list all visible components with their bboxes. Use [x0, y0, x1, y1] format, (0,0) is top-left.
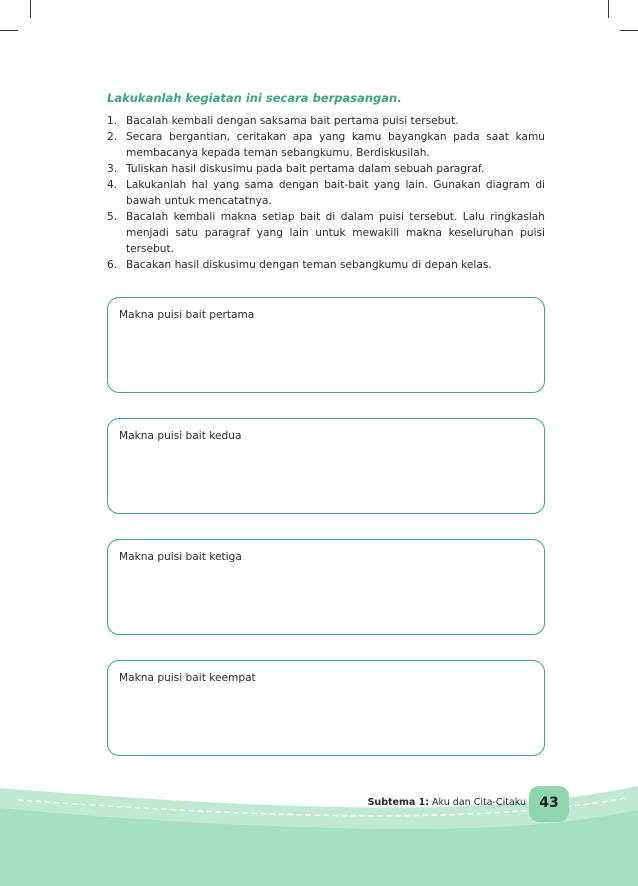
instruction-list: [107, 113, 545, 273]
instruction-step: [107, 129, 545, 161]
crop-mark-top-right-v: [608, 0, 609, 18]
subtheme-footer: [358, 797, 526, 808]
step-number: 4.: [107, 179, 118, 191]
answer-box-label: Makna puisi bait ketiga: [119, 551, 242, 563]
step-text: Lakukanlah hal yang sama dengan bait-bait yang lain. Gunakan diagram di bawah untuk mencatatnya.: [126, 179, 545, 207]
step-number: 1.: [107, 115, 118, 127]
step-text: Bacalah kembali makna setiap bait di dalam puisi tersebut. Lalu ringkaslah menjadi satu paragraf yang lain untuk mewakili makna keseluruhan puisi tersebut.: [126, 211, 545, 255]
step-number: 3.: [107, 163, 118, 175]
answer-box-label: Makna puisi bait keempat: [119, 672, 256, 684]
crop-mark-top-left-h: [0, 30, 18, 31]
step-number: 6.: [107, 259, 118, 271]
instruction-step: [107, 177, 545, 209]
subtheme-label: Subtema 1:: [367, 797, 430, 808]
step-number: 5.: [107, 211, 118, 223]
instruction-step: [107, 113, 545, 129]
answer-box-label: Makna puisi bait kedua: [119, 430, 242, 442]
answer-box-bait-ketiga[interactable]: [107, 539, 545, 635]
instruction-step: [107, 161, 545, 177]
activity-heading: Lakukanlah kegiatan ini secara berpasangan.: [107, 91, 402, 105]
step-number: 2.: [107, 131, 118, 143]
answer-box-bait-pertama[interactable]: [107, 297, 545, 393]
answer-box-label: Makna puisi bait pertama: [119, 309, 255, 321]
page-number: 43: [539, 795, 559, 811]
instruction-step: [107, 209, 545, 257]
answer-box-bait-kedua[interactable]: [107, 418, 545, 514]
instruction-step: [107, 257, 545, 273]
step-text: Tuliskan hasil diskusimu pada bait pertama dalam sebuah paragraf.: [126, 163, 485, 175]
answer-box-bait-keempat[interactable]: [107, 660, 545, 756]
step-text: Bacakan hasil diskusimu dengan teman sebangkumu di depan kelas.: [126, 259, 492, 271]
subtheme-title: Aku dan Cita-Citaku: [432, 797, 526, 808]
step-text: Secara bergantian, ceritakan apa yang kamu bayangkan pada saat kamu membacanya kepada teman sebangkumu. Berdiskusilah.: [126, 131, 545, 159]
footer-wave-decoration: [0, 760, 638, 886]
crop-mark-top-left-v: [30, 0, 31, 18]
step-text: Bacalah kembali dengan saksama bait pertama puisi tersebut.: [126, 115, 459, 127]
crop-mark-top-right-h: [620, 30, 638, 31]
